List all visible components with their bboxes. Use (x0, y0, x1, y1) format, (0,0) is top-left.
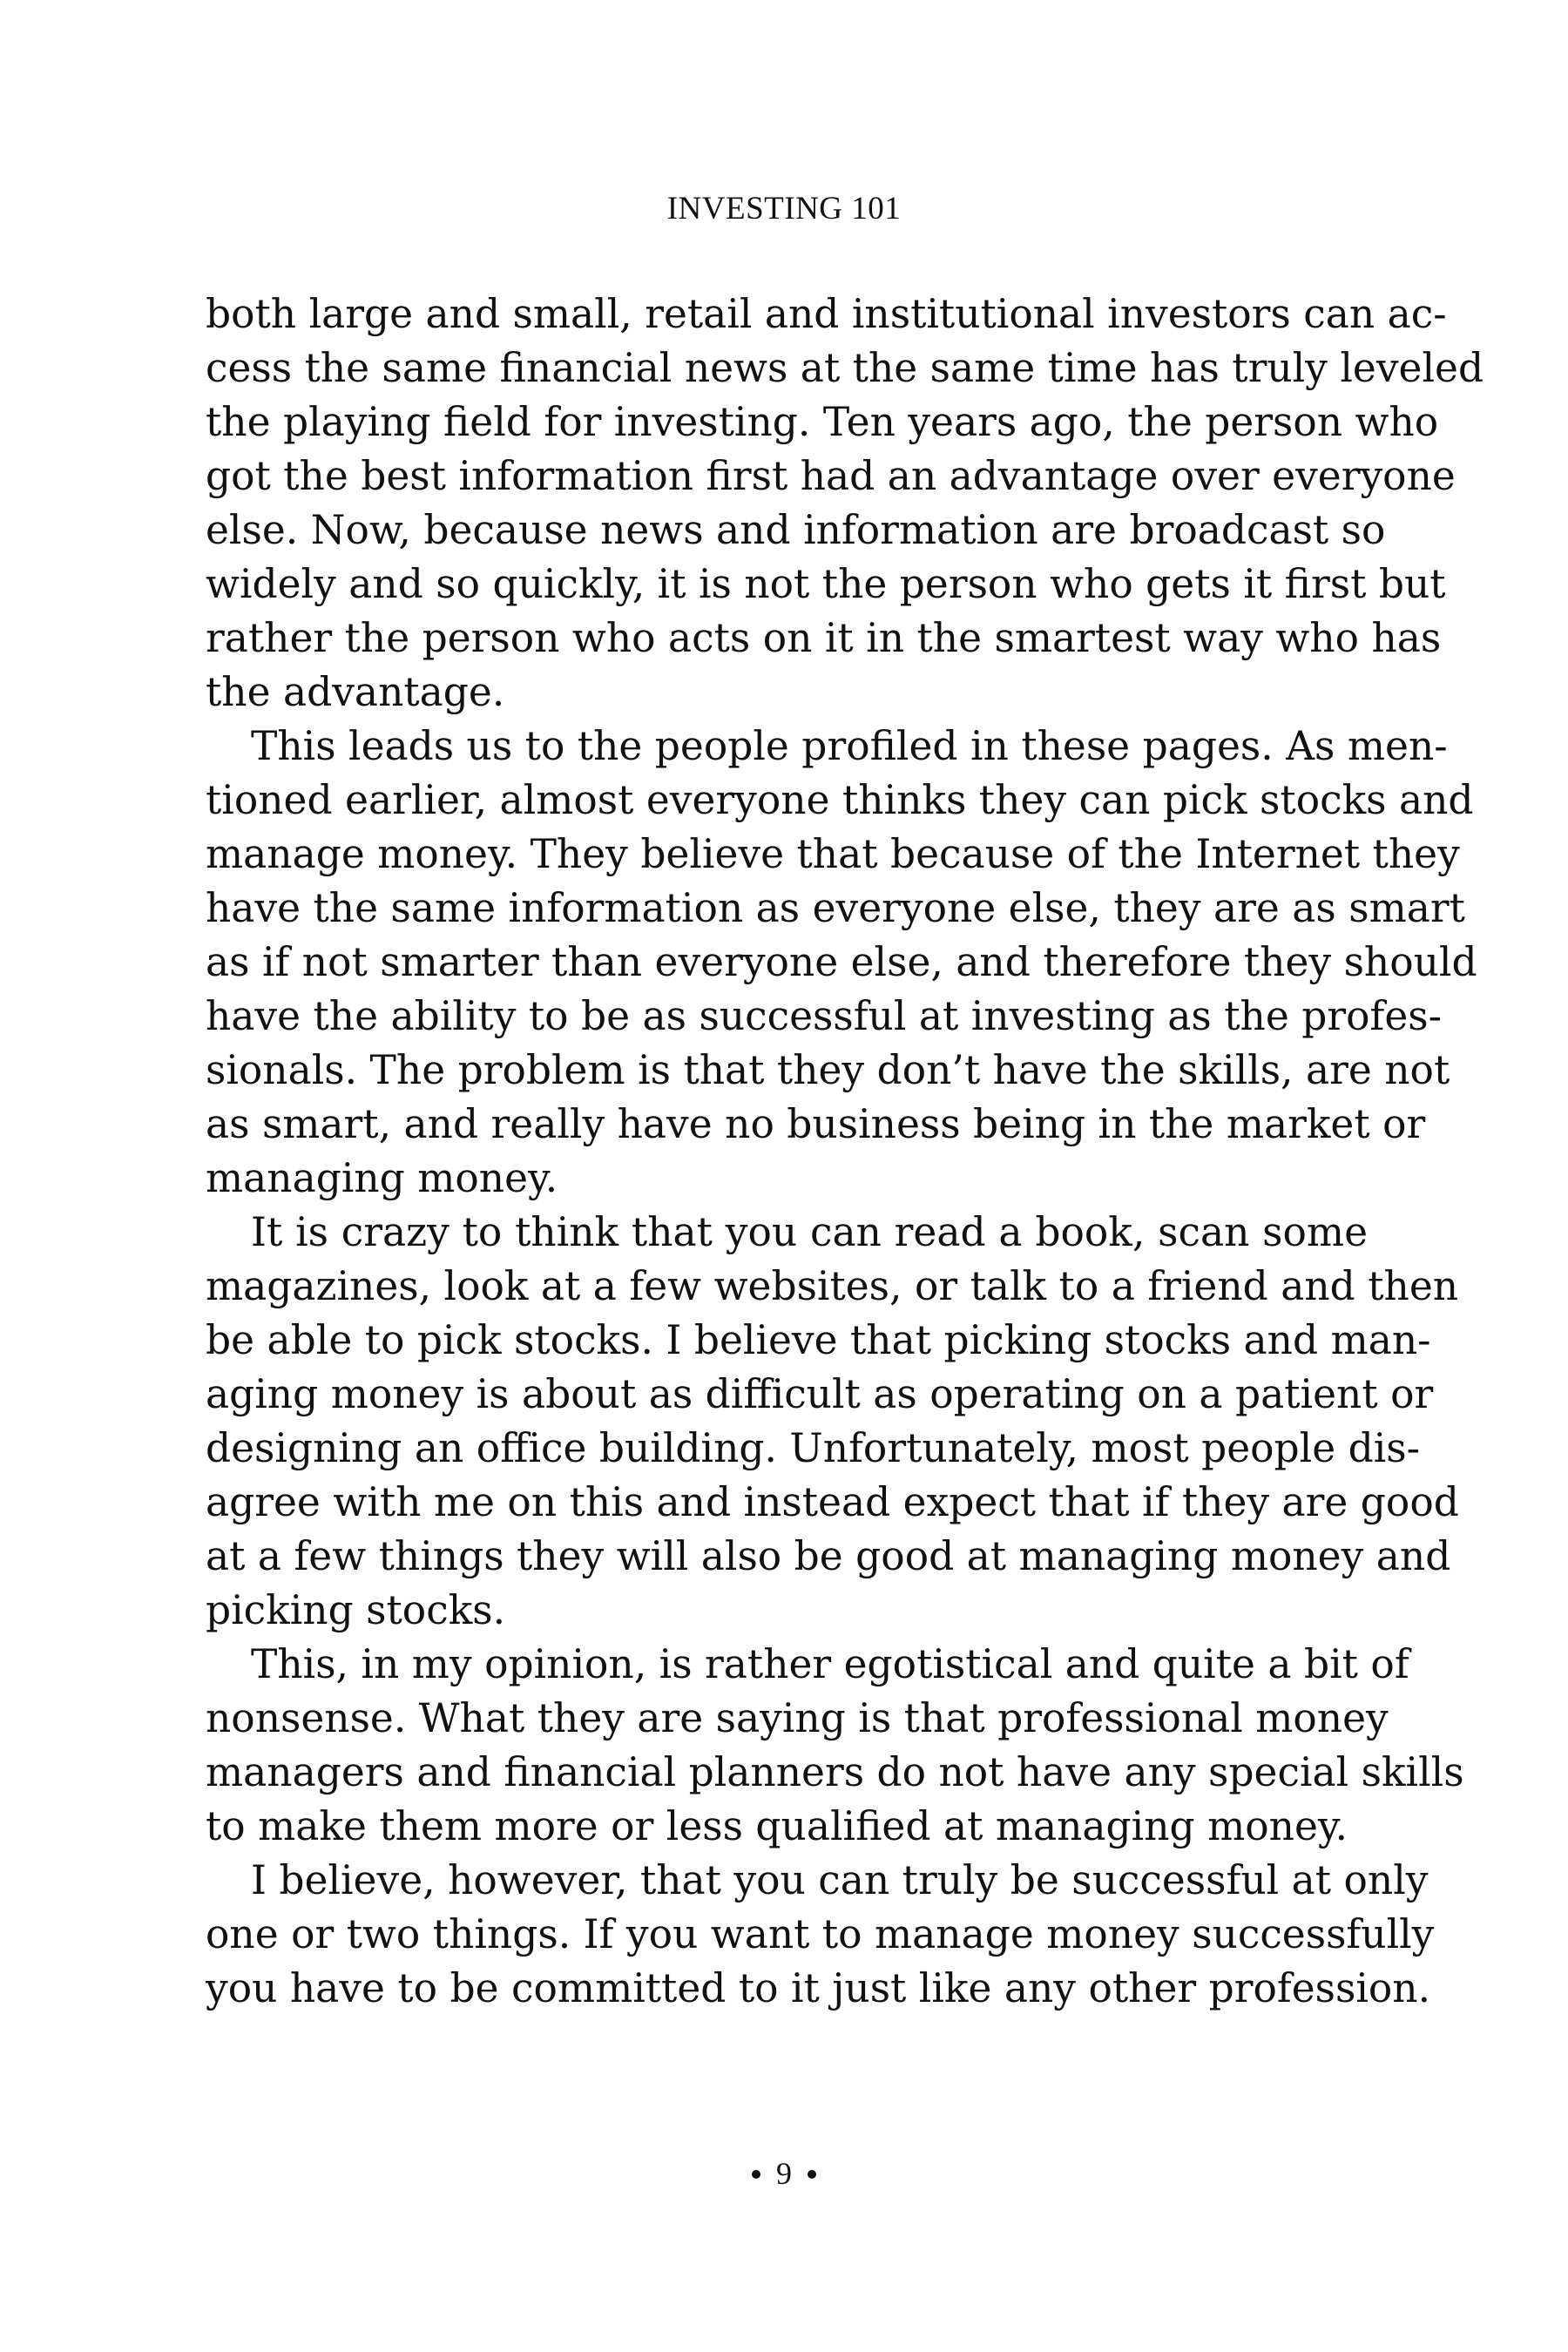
text-line: as if not smarter than everyone else, and therefore they should (206, 939, 1477, 985)
paragraph (206, 1854, 1435, 2016)
text-line: one or two things. If you want to manage money successfully (206, 1911, 1435, 1957)
text-line: agree with me on this and instead expect that if they are good (206, 1479, 1459, 1525)
text-line: This leads us to the people profiled in these pages. As men- (251, 723, 1448, 769)
text-line: widely and so quickly, it is not the person who gets it first but (206, 561, 1446, 607)
text-line: aging money is about as difficult as operating on a patient or (206, 1371, 1434, 1417)
text-line: manage money. They believe that because of the Internet they (206, 831, 1460, 877)
text-line: as smart, and really have no business being in the market or (206, 1101, 1426, 1147)
page-number: 9 (776, 2156, 792, 2191)
text-line: sionals. The problem is that they don’t have the skills, are not (206, 1047, 1450, 1093)
text-line: both large and small, retail and institutional investors can ac- (206, 291, 1447, 337)
paragraph (206, 1206, 1459, 1638)
text-line: This, in my opinion, is rather egotistical and quite a bit of (251, 1641, 1409, 1687)
paragraph (206, 720, 1477, 1206)
paragraph (206, 287, 1484, 720)
page-number-footer (0, 2155, 1568, 2192)
running-head: INVESTING 101 (666, 191, 902, 226)
text-line: be able to pick stocks. I believe that picking stocks and man- (206, 1317, 1431, 1363)
bullet-dot-icon (808, 2170, 816, 2179)
text-line: to make them more or less qualified at managing money. (206, 1803, 1348, 1849)
text-line: have the same information as everyone else, they are as smart (206, 885, 1465, 931)
body-text (206, 287, 1484, 2016)
text-line: nonsense. What they are saying is that professional money (206, 1695, 1389, 1741)
text-line: It is crazy to think that you can read a book, scan some (251, 1209, 1368, 1255)
text-line: magazines, look at a few websites, or talk to a friend and then (206, 1263, 1459, 1309)
text-line: the playing field for investing. Ten years ago, the person who (206, 399, 1439, 445)
text-line: got the best information first had an advantage over everyone (206, 453, 1456, 499)
text-line: else. Now, because news and information are broadcast so (206, 507, 1386, 553)
text-line: have the ability to be as successful at investing as the profes- (206, 993, 1442, 1039)
bullet-dot-icon (752, 2170, 760, 2179)
text-line: managing money. (206, 1155, 558, 1201)
text-line: tioned earlier, almost everyone thinks they can pick stocks and (206, 777, 1474, 823)
text-line: I believe, however, that you can truly be successful at only (251, 1857, 1429, 1903)
text-line: rather the person who acts on it in the smartest way who has (206, 615, 1442, 661)
text-line: picking stocks. (206, 1587, 506, 1633)
text-line: at a few things they will also be good at managing money and (206, 1533, 1451, 1579)
paragraph (206, 1638, 1464, 1854)
text-line: the advantage. (206, 669, 505, 715)
text-line: you have to be committed to it just like any other profession. (206, 1965, 1431, 2011)
text-line: designing an office building. Unfortunately, most people dis- (206, 1425, 1420, 1471)
text-line: managers and financial planners do not have any special skills (206, 1749, 1464, 1795)
text-line: cess the same financial news at the same time has truly leveled (206, 345, 1484, 391)
